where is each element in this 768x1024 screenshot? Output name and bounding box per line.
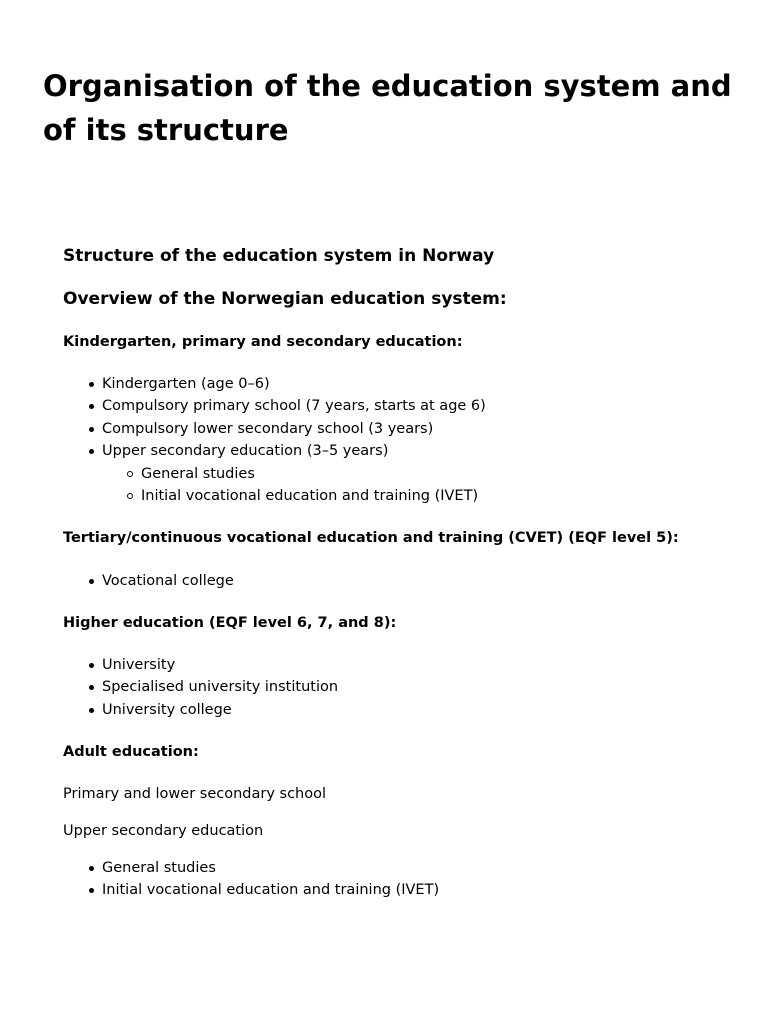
adult-paragraph: Primary and lower secondary school xyxy=(63,786,327,803)
list-item: Compulsory lower secondary school (3 years) xyxy=(63,418,713,440)
upper-secondary-sublist xyxy=(102,463,713,508)
adult-paragraph: Upper secondary education xyxy=(63,823,264,840)
list-item: University xyxy=(63,654,713,676)
adult-education-heading: Adult education: xyxy=(63,744,199,761)
higher-education-heading: Higher education (EQF level 6, 7, and 8): xyxy=(63,614,397,631)
list-item-upper-secondary xyxy=(63,440,713,507)
adult-education-list xyxy=(63,857,713,902)
list-item: Vocational college xyxy=(63,570,713,592)
list-item-label: Upper secondary education (3–5 years) xyxy=(102,443,389,460)
list-item: Specialised university institution xyxy=(63,676,713,698)
higher-education-list xyxy=(63,654,713,721)
list-item: University college xyxy=(63,699,713,721)
tertiary-heading: Tertiary/continuous vocational education and training (CVET) (EQF level 5): xyxy=(63,530,679,547)
sub-list-item: General studies xyxy=(102,463,713,485)
tertiary-list xyxy=(63,570,713,592)
section-title: Structure of the education system in Norway xyxy=(63,246,495,266)
list-item: General studies xyxy=(63,857,713,879)
kindergarten-heading: Kindergarten, primary and secondary education: xyxy=(63,334,463,350)
list-item: Compulsory primary school (7 years, starts at age 6) xyxy=(63,395,713,417)
sub-list-item: Initial vocational education and training (IVET) xyxy=(102,485,713,507)
document-content xyxy=(63,244,713,902)
list-item: Kindergarten (age 0–6) xyxy=(63,373,713,395)
kindergarten-list xyxy=(63,373,713,507)
overview-title: Overview of the Norwegian education system: xyxy=(63,289,507,309)
list-item: Initial vocational education and training (IVET) xyxy=(63,879,713,901)
page-title: Organisation of the education system and of its structure xyxy=(43,69,732,147)
